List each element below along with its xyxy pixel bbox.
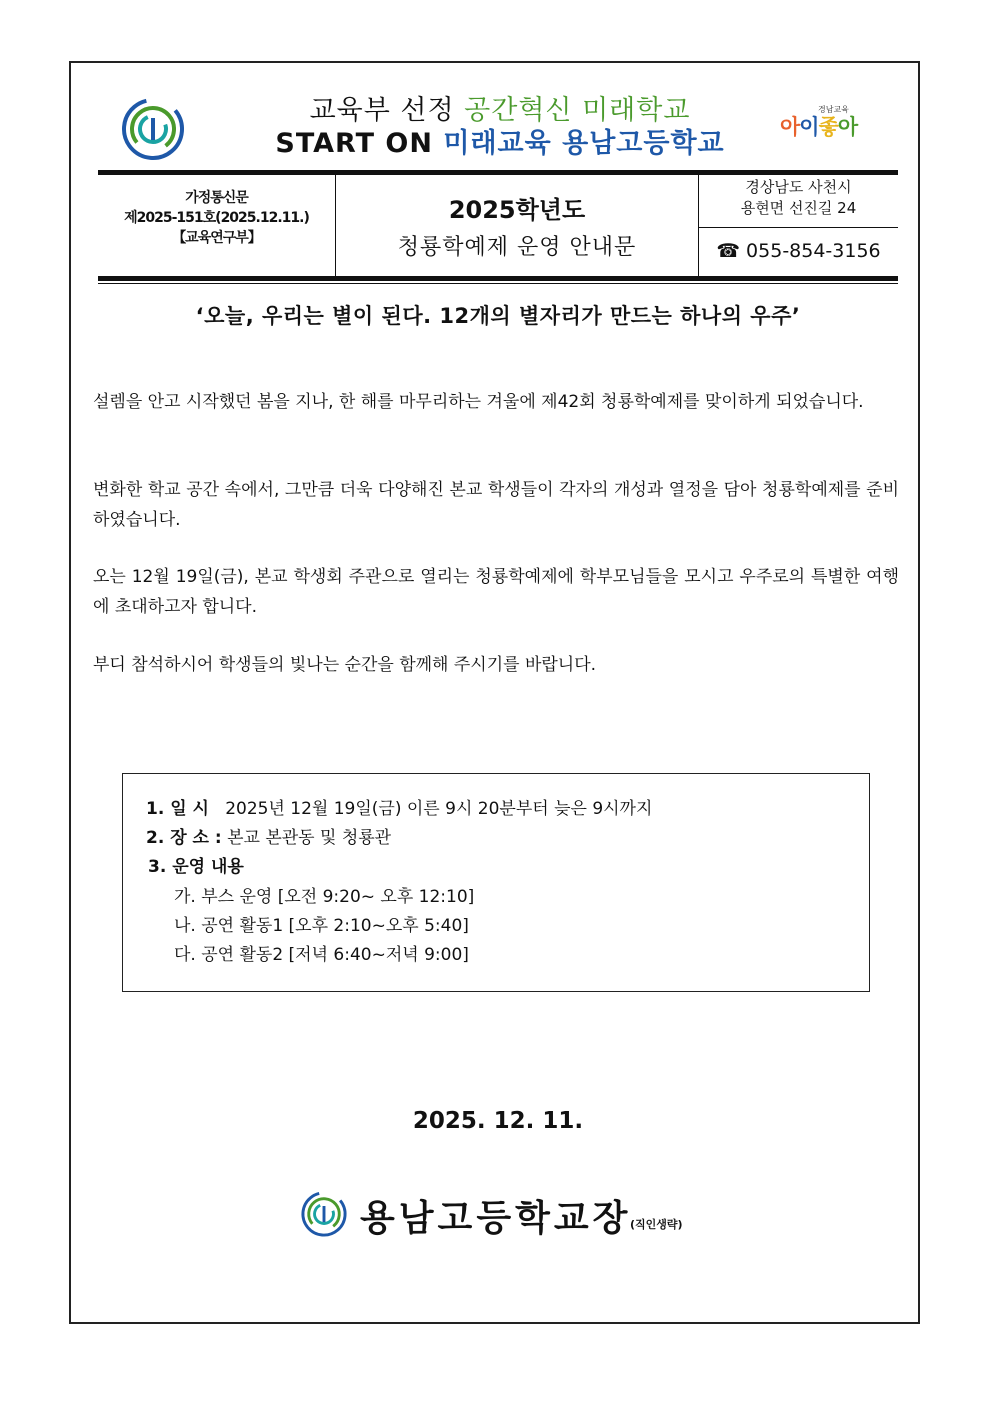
- side-logo-text: [780, 114, 857, 140]
- title-main: 청룡학예제 운영 안내문: [397, 235, 637, 260]
- title-year: 2025학년도: [448, 196, 586, 224]
- school-logo-icon: [120, 96, 186, 162]
- side-logo-char: 이: [799, 115, 819, 139]
- school-logo-small-icon: [300, 1190, 348, 1238]
- side-logo-char: 아: [837, 115, 858, 139]
- address-line-2: 용현면 선진길 24: [740, 199, 857, 217]
- address-line-1: 경상남도 사천시: [745, 178, 852, 196]
- address: [699, 177, 898, 219]
- event-item-program: [148, 854, 244, 880]
- side-logo-char: 좋: [818, 115, 838, 139]
- event-sub-item: 가. 부스 운영 [오전 9:20~ 오후 12:10]: [174, 887, 475, 907]
- event-place-label: 2. 장 소 :: [146, 828, 222, 848]
- doc-info-cell: [98, 188, 335, 248]
- event-datetime-value: 2025년 12월 19일(금) 이른 9시 20분부터 늦은 9시까지: [225, 799, 653, 819]
- paragraph-3: 오는 12월 19일(금), 본교 학생회 주관으로 열리는 청룡학예제에 학부모님들을 모시고 우주로의 특별한 여행에 초대하고자 합니다.: [93, 567, 899, 617]
- table-top-rule: [98, 170, 898, 175]
- department: 【교육연구부】: [172, 230, 261, 246]
- header-line-1-prefix: 교육부 선정: [309, 95, 455, 126]
- event-item-place: [146, 825, 391, 851]
- slogan: ‘오늘, 우리는 별이 된다. 12개의 별자리가 만드는 하나의 우주’: [195, 304, 801, 328]
- header-line-2: [240, 127, 760, 161]
- header-line-2-highlight: 미래교육 용남고등학교: [443, 128, 725, 159]
- event-program-label: 3. 운영 내용: [148, 857, 244, 877]
- table-bottom-rule-thin: [98, 283, 898, 284]
- paragraph-4: 부디 참석하시어 학생들의 빛나는 순간을 함께해 주시기를 바랍니다.: [93, 655, 597, 675]
- issue-date: 2025. 12. 11.: [412, 1108, 584, 1134]
- doc-type: 가정통신문: [185, 190, 248, 206]
- header-line-1: [250, 94, 750, 128]
- doc-number: 제2025-151호(2025.12.11.): [124, 210, 309, 226]
- seal-omitted-note: (직인생략): [630, 1218, 683, 1231]
- event-item-datetime: [146, 796, 652, 822]
- header-line-1-highlight: 공간혁신 미래학교: [464, 95, 691, 126]
- paragraph-1: 설렘을 안고 시작했던 봄을 지나, 한 해를 마무리하는 겨울에 제42회 청룡학예제를 맞이하게 되었습니다.: [93, 392, 864, 412]
- event-sub-item: 다. 공연 활동2 [저녁 6:40~저녁 9:00]: [174, 945, 469, 965]
- event-sub-item: 나. 공연 활동1 [오후 2:10~오후 5:40]: [174, 916, 469, 936]
- event-datetime-label: 1. 일 시: [146, 799, 209, 819]
- phone: ☎ 055-854-3156: [716, 240, 881, 262]
- side-logo-char: 아: [780, 115, 800, 139]
- header-line-2-prefix: START ON: [275, 128, 433, 159]
- event-place-value: 본교 본관동 및 청룡관: [227, 828, 392, 848]
- principal-signature: 용남고등학교장: [360, 1198, 632, 1239]
- paragraph-2: 변화한 학교 공간 속에서, 그만큼 더욱 다양해진 본교 학생들이 각자의 개성과 열정을 담아 청룡학예제를 준비하였습니다.: [93, 480, 899, 530]
- address-divider: [699, 227, 898, 228]
- side-logo-label: 경남교육: [818, 105, 849, 114]
- side-logo-wordmark: [780, 115, 857, 139]
- table-bottom-rule: [98, 276, 898, 281]
